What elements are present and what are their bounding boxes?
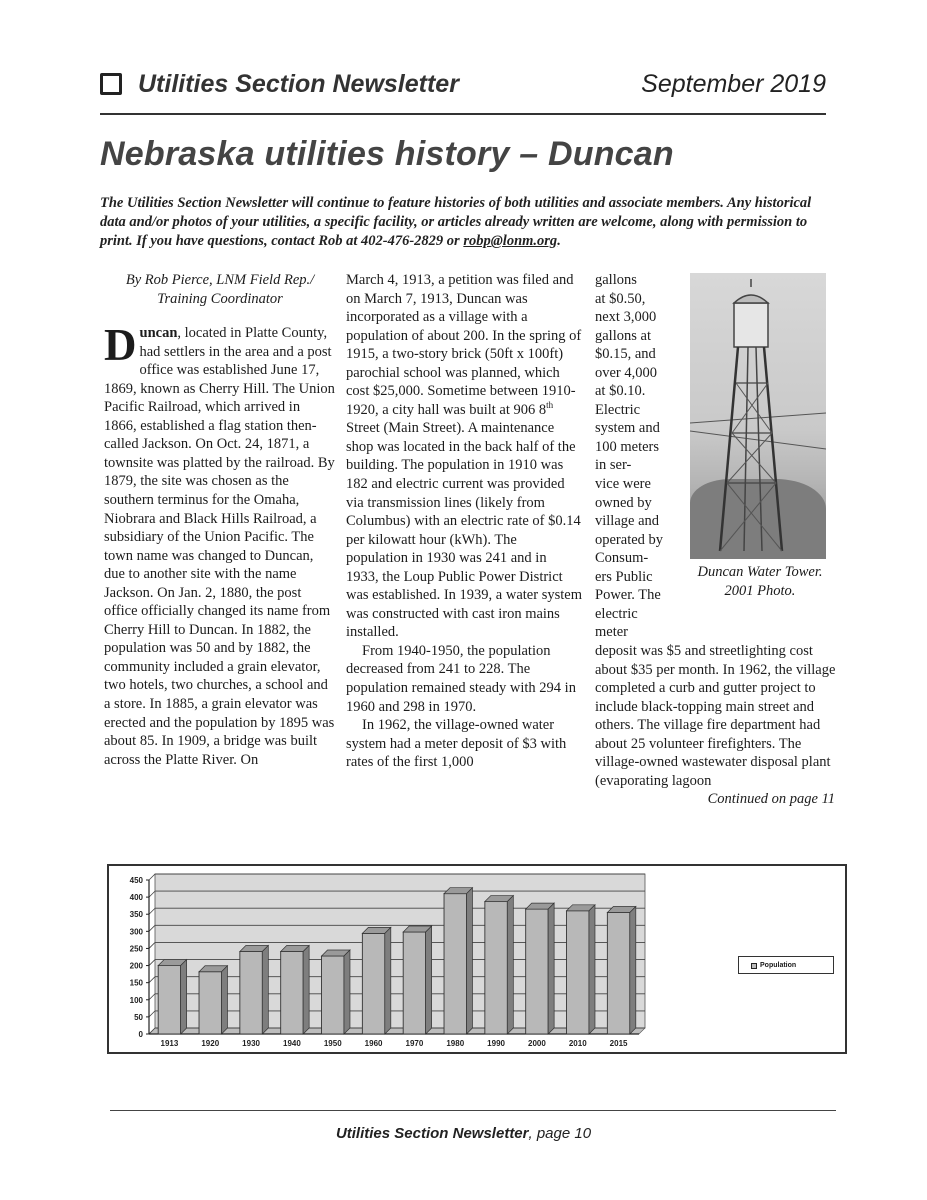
chart-bar	[281, 952, 303, 1034]
text-line: over 4,000	[595, 364, 658, 381]
continued-note: Continued on page 11	[707, 791, 835, 808]
text-line: gallons	[595, 272, 637, 288]
contact-email-link[interactable]: robp@lonm.org	[463, 233, 558, 249]
chart-bar	[362, 933, 384, 1034]
article-paragraph	[104, 320, 336, 769]
gridline-side	[149, 908, 155, 914]
text-line: operated by	[595, 531, 664, 548]
gridline-side	[149, 977, 155, 983]
chart-bar-side	[426, 926, 432, 1034]
text-line: system and	[595, 420, 660, 437]
text-line: Electric	[595, 401, 641, 418]
lead-word: uncan	[139, 325, 178, 342]
x-tick-label: 1913	[160, 1039, 179, 1048]
y-tick-label: 150	[129, 978, 143, 988]
text-line: Consum-	[595, 550, 649, 567]
text-line: vice were	[595, 476, 651, 493]
y-tick-label: 350	[129, 910, 143, 920]
text-line: at $0.50,	[595, 290, 646, 307]
x-tick-label: 1970	[405, 1039, 424, 1048]
text-line: ers Public	[595, 568, 653, 585]
text-line: electric	[595, 605, 638, 622]
article-paragraph: In 1962, the village-owned water system had a meter deposit of $3 with rates of the first 1,000	[346, 717, 567, 771]
chart-bar	[444, 894, 466, 1034]
chart-bar	[240, 952, 262, 1034]
byline-author: By Rob Pierce, LNM Field Rep./	[125, 272, 315, 288]
x-tick-label: 1940	[283, 1039, 301, 1048]
intro-end: .	[557, 233, 561, 249]
x-tick-label: 1930	[242, 1039, 260, 1048]
gridline-side	[149, 960, 155, 966]
x-tick-label: 1990	[487, 1039, 505, 1048]
x-tick-label: 1960	[364, 1039, 383, 1048]
text-line: village and	[595, 513, 660, 530]
photo-caption: Duncan Water Tower. 2001 Photo.	[697, 564, 823, 599]
chart-bar-side	[344, 950, 350, 1034]
article-paragraph: March 4, 1913, a petition was filed and on March 7, 1913, Duncan was incorporated as a village with a population of about 200. In the spring of 1915, a two-story brick (50ft x 100ft) parochial school was planned, which cost $25,000. Sometime between 1910-1920, a city hall was built at 906 8th Street (Main Street). A maintenance shop was located in the back half of the building. The population in 1910 was 182 and electric current was provided via transmission lines (likely from Columbus) with an electric rate of $0.14 per kilowatt hour (kWh). The population in 1930 was 241 and in 1933, the Loup Public Power District was established. In 1939, a water system was constructed with cast iron mains installed.	[346, 272, 582, 641]
page-footer	[0, 1125, 927, 1142]
chart-bar	[322, 956, 344, 1034]
chart-bar-side	[385, 927, 391, 1034]
header-divider	[100, 113, 826, 115]
text-line: meter	[595, 624, 629, 641]
chart-bar	[485, 902, 507, 1034]
population-chart	[107, 864, 847, 1054]
chart-bar-side	[466, 888, 472, 1034]
chart-bar-side	[303, 946, 309, 1034]
chart-legend	[738, 956, 834, 974]
article-paragraph: From 1940-1950, the population decreased from 241 to 228. The population remained steady with 294 in 1960 and 298 in 1970.	[346, 642, 576, 715]
footer-divider	[110, 1110, 836, 1111]
article-paragraph: deposit was $5 and streetlighting cost about $35 per month. In 1962, the village completed a curb and gutter project to include black-topping main street and others. The village fire department had about 25 volunteer firefighters. The village-owned wastewater disposal plant (evaporating lagoon	[595, 643, 836, 789]
footer-title: Utilities Section Newsletter	[335, 1125, 529, 1142]
legend-label: Population	[760, 962, 797, 969]
checkbox-icon	[100, 73, 122, 95]
text-line: owned by	[595, 494, 652, 511]
article-column-3-continued	[595, 642, 839, 809]
chart-bar	[403, 932, 425, 1034]
y-tick-label: 50	[134, 1012, 143, 1022]
text-line: in ser-	[595, 457, 632, 474]
newsletter-header	[100, 70, 832, 114]
chart-bar-side	[507, 896, 513, 1034]
y-tick-label: 450	[129, 876, 143, 885]
text-line: next 3,000	[595, 309, 657, 326]
water-tower-photo	[690, 273, 826, 559]
newsletter-title: Utilities Section Newsletter	[138, 70, 459, 98]
x-tick-label: 2010	[568, 1039, 587, 1048]
drop-cap: D	[104, 320, 137, 371]
y-tick-label: 100	[129, 995, 143, 1005]
chart-bar	[199, 972, 221, 1034]
y-tick-label: 400	[129, 893, 143, 903]
chart-bar	[607, 913, 629, 1034]
x-tick-label: 2015	[609, 1039, 628, 1048]
article-column-1	[104, 271, 336, 769]
gridline-side	[149, 891, 155, 897]
gridline-side	[149, 925, 155, 931]
gridline-side	[149, 942, 155, 948]
chart-bar-side	[262, 946, 268, 1034]
y-tick-label: 250	[129, 944, 143, 954]
footer-page-number: , page 10	[528, 1125, 592, 1142]
article-headline: Nebraska utilities history – Duncan	[100, 135, 674, 173]
x-tick-label: 1980	[446, 1039, 465, 1048]
population-chart-svg	[109, 866, 845, 1052]
article-column-3-narrow	[595, 271, 690, 642]
chart-bar	[567, 911, 589, 1034]
text-line: $0.15, and	[595, 346, 656, 363]
y-tick-label: 200	[129, 961, 143, 971]
water-tower-icon	[690, 273, 826, 559]
article-column-2	[346, 271, 582, 772]
y-tick-label: 300	[129, 927, 143, 937]
chart-bar-side	[548, 903, 554, 1034]
chart-bar-side	[630, 907, 636, 1034]
chart-bar	[158, 966, 180, 1034]
legend-swatch	[751, 963, 757, 969]
text-line: at $0.10.	[595, 383, 646, 400]
intro-paragraph	[100, 194, 835, 251]
x-tick-label: 1920	[201, 1039, 220, 1048]
intro-text: The Utilities Section Newsletter will continue to feature histories of both utilities and associate members. Any historical data and/or photos of your utilities, a specific facility, or articles already written are welcome, along with permission to print. If you have questions, contact Rob at 402-476-2829 or	[100, 195, 812, 249]
y-tick-label: 0	[138, 1030, 143, 1039]
gridline-side	[149, 874, 155, 880]
x-tick-label: 2000	[528, 1039, 546, 1048]
byline	[104, 271, 336, 308]
chart-bar	[526, 909, 548, 1034]
x-tick-label: 1950	[323, 1039, 342, 1048]
issue-date: September 2019	[641, 70, 826, 98]
chart-bar-side	[181, 960, 187, 1034]
text-line: gallons at	[595, 327, 651, 344]
gridline-side	[149, 1011, 155, 1017]
text-line: Power. The	[595, 587, 661, 604]
gridline-side	[149, 994, 155, 1000]
text-line: 100 meters	[595, 438, 660, 455]
byline-role: Training Coordinator	[157, 290, 283, 307]
chart-bar-side	[589, 905, 595, 1034]
chart-bar-side	[221, 966, 227, 1034]
column-1-text: , located in Platte County, had settlers in the area and a post office was established June 17, 1869, known as Cherry Hill. The Union Pacific Railroad, which arrived in 1866, established a flag station then-called Jackson. On Oct. 24, 1871, a townsite was platted by the railroad. By 1879, the site was chosen as the southern terminus for the Omaha, Niobrara and Black Hills Railroad, a subsidiary of the Union Pacific. The town name was changed to Duncan, due to another site with the name Jackson. On Jan. 2, 1880, the post office officially changed its name from Cherry Hill to Duncan. In 1882, the population was 50 and by 1882, the community included a grain elevator, two hotels, two churches, a school and a store. In 1885, a grain elevator was erected and the population by 1895 was about 85. In 1909, a bridge was built across the Platte River. On	[104, 325, 335, 768]
